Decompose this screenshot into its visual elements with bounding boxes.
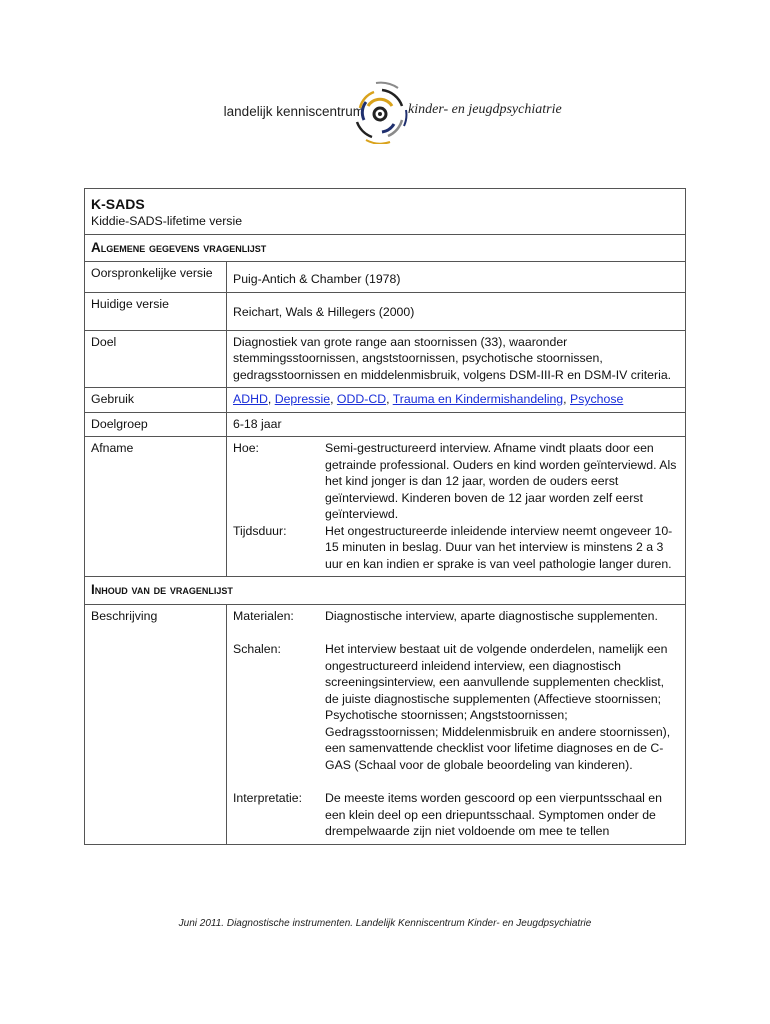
- row-original-version: [85, 262, 686, 293]
- desc-interpretation-text: De meeste items worden gescoord op een vierpuntsschaal en een klein deel op een driepuntsschaal. Symptomen onder de drempelwaarde zijn niet voldoende om mee te tellen: [325, 791, 662, 838]
- row-target-group: [85, 412, 686, 437]
- section-header-content: [85, 577, 686, 605]
- desc-scales: [233, 641, 679, 773]
- label-use: Gebruik: [85, 388, 227, 413]
- admin-duration: [233, 523, 679, 573]
- value-original-version: Puig-Antich & Chamber (1978): [227, 262, 686, 293]
- section-header-general: [85, 234, 686, 262]
- desc-scales-label: Schalen:: [233, 642, 281, 656]
- row-use: [85, 388, 686, 413]
- section-title-general: Algemene gegevens vragenlijst: [85, 234, 686, 262]
- value-current-version: Reichart, Wals & Hillegers (2000): [227, 292, 686, 330]
- desc-scales-text: Het interview bestaat uit de volgende onderdelen, namelijk een ongestructureerd inleidend interview, een diagnostisch screeningsinterview, een aanvullende supplementen checklist, de juiste diagnostische supplementen (Affectieve stoornissen; Psychotische stoornissen; Angststoornissen; Gedragsstoornissen; Middelenmisbruik en andere stoornissen), een samenvattende checklist voor lifetime diagnoses en de C-GAS (Schaal voor de globale beoordeling van kinderen).: [325, 642, 671, 772]
- label-description: Beschrijving: [85, 604, 227, 844]
- link-adhd[interactable]: ADHD: [233, 392, 268, 406]
- value-target-group: 6-18 jaar: [227, 412, 686, 437]
- link-psychose[interactable]: Psychose: [570, 392, 624, 406]
- header-logo: [0, 80, 770, 160]
- label-administration: Afname: [85, 437, 227, 577]
- label-original-version: Oorspronkelijke versie: [85, 262, 227, 293]
- row-description: [85, 604, 686, 844]
- desc-materials-label: Materialen:: [233, 608, 294, 623]
- link-odd-cd[interactable]: ODD-CD: [336, 392, 387, 406]
- admin-duration-text: Het ongestructureerde inleidende interview neemt ongeveer 10-15 minuten in beslag. Duur van het interview is minstens 2 a 3 uur en kan indien er sprake is van veel pathologie langer duren.: [325, 523, 673, 571]
- value-use: ADHD, Depressie, ODD-CD, Trauma en Kindermishandeling, Psychose: [227, 388, 686, 413]
- section-title-content: Inhoud van de vragenlijst: [85, 577, 686, 605]
- label-current-version: Huidige versie: [85, 292, 227, 330]
- admin-how-label: Hoe:: [233, 441, 259, 455]
- row-goal: [85, 330, 686, 388]
- title-row: [85, 189, 686, 235]
- desc-materials: [233, 608, 679, 625]
- label-target-group: Doelgroep: [85, 412, 227, 437]
- desc-interpretation-label: Interpretatie:: [233, 791, 303, 805]
- value-goal: Diagnostiek van grote range aan stoornissen (33), waaronder stemmingsstoornissen, angststoornissen, psychotische stoornissen, gedragsstoornissen en middelenmisbruik, volgens DSM-III-R en DSM-IV criteria.: [227, 330, 686, 388]
- admin-how-text: Semi-gestructureerd interview. Afname vindt plaats door een getrainde professional. Ouders en kind worden geïnterviewd. Als het kind jonger is dan 12 jaar, worden de ouders eerst geïnterviewd. Kinderen boven de 12 jaar worden zelf eerst geïnterviewd.: [325, 441, 677, 521]
- desc-interpretation: [233, 790, 679, 840]
- questionnaire-table: [84, 188, 686, 845]
- link-trauma[interactable]: Trauma en Kindermishandeling: [392, 392, 564, 406]
- page-footer: Juni 2011. Diagnostische instrumenten. Landelijk Kenniscentrum Kinder- en Jeugdpsychiatrie: [178, 918, 592, 929]
- logo-text-left: landelijk kenniscentrum: [223, 104, 364, 119]
- row-current-version: [85, 292, 686, 330]
- desc-materials-text: Diagnostische interview, aparte diagnostische supplementen.: [325, 608, 658, 623]
- logo-text-right: kinder- en jeugdpsychiatrie: [408, 102, 562, 117]
- document-subtitle: Kiddie-SADS-lifetime versie: [91, 214, 243, 228]
- link-depressie[interactable]: Depressie: [274, 392, 331, 406]
- document-title: K-SADS: [91, 196, 145, 212]
- row-administration: [85, 437, 686, 577]
- admin-duration-label: Tijdsduur:: [233, 523, 287, 538]
- admin-how: [233, 440, 679, 523]
- label-goal: Doel: [85, 330, 227, 388]
- kenniscentrum-logo-icon: [352, 80, 408, 144]
